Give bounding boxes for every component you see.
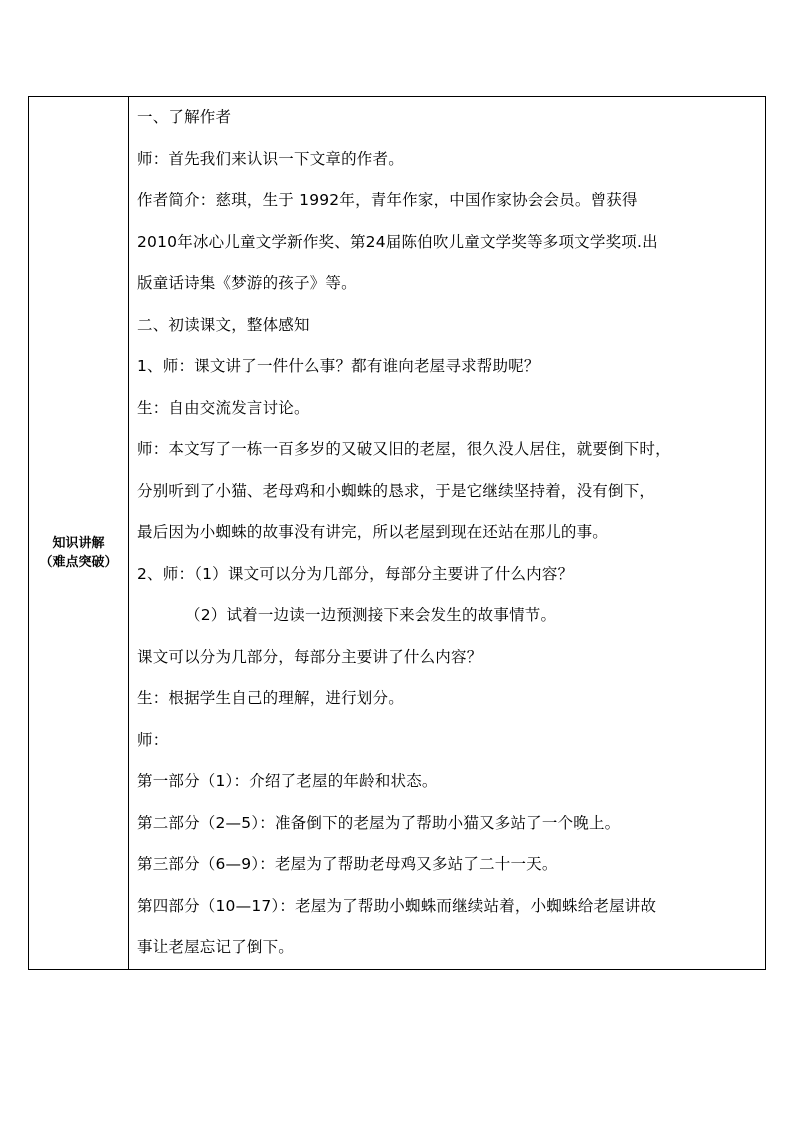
paragraph-line: 事让老屋忘记了倒下。 (137, 938, 295, 956)
paragraph-line: 第三部分（6—9）：老屋为了帮助老母鸡又多站了二十一天。 (137, 855, 558, 873)
paragraph-line: 分别听到了小猫、老母鸡和小蜘蛛的恳求，于是它继续坚持着，没有倒下， (137, 481, 656, 500)
paragraph-line: 师： (137, 730, 169, 749)
paragraph-line: 1、师：课文讲了一件什么事？都有谁向老屋寻求帮助呢？ (137, 357, 540, 375)
heading-first-reading: 二、初读课文，整体感知 (137, 315, 310, 334)
section-label-cell (29, 97, 129, 969)
paragraph-line: 师：本文写了一栋一百多岁的又破又旧的老屋，很久没人居住，就要倒下时， (137, 440, 671, 458)
section-label-line1: 知识讲解 (52, 536, 105, 551)
paragraph-line: （2）试着一边读一边预测接下来会发生的故事情节。 (185, 606, 557, 624)
paragraph-line: 第四部分（10—17）：老屋为了帮助小蜘蛛而继续站着，小蜘蛛给老屋讲故 (137, 896, 657, 915)
paragraph-line: 2、师：（1）课文可以分为几部分，每部分主要讲了什么内容？ (137, 564, 574, 583)
lesson-table (28, 96, 766, 970)
paragraph-line: 生：自由交流发言讨论。 (137, 398, 310, 417)
section-label-line2: （难点突破） (39, 555, 118, 570)
paragraph-line: 课文可以分为几部分，每部分主要讲了什么内容？ (137, 647, 483, 666)
paragraph-line: 第一部分（1）：介绍了老屋的年龄和状态。 (137, 772, 438, 790)
paragraph-line: 生：根据学生自己的理解，进行划分。 (137, 689, 404, 707)
content-cell (129, 97, 765, 969)
paragraph-line: 师：首先我们来认识一下文章的作者。 (137, 149, 404, 168)
paragraph-line: 最后因为小蜘蛛的故事没有讲完，所以老屋到现在还站在那儿的事。 (137, 523, 609, 541)
heading-know-author: 一、了解作者 (137, 108, 232, 126)
paragraph-line: 第二部分（2—5）：准备倒下的老屋为了帮助小猫又多站了一个晚上。 (137, 813, 621, 832)
paragraph-line: 2010年冰心儿童文学新作奖、第24届陈伯吹儿童文学奖等多项文学奖项.出 (137, 232, 658, 251)
paragraph-line: 作者简介：慈琪，生于 1992年，青年作家，中国作家协会会员。曾获得 (137, 191, 638, 209)
paragraph-line: 版童话诗集《梦游的孩子》等。 (137, 274, 357, 292)
